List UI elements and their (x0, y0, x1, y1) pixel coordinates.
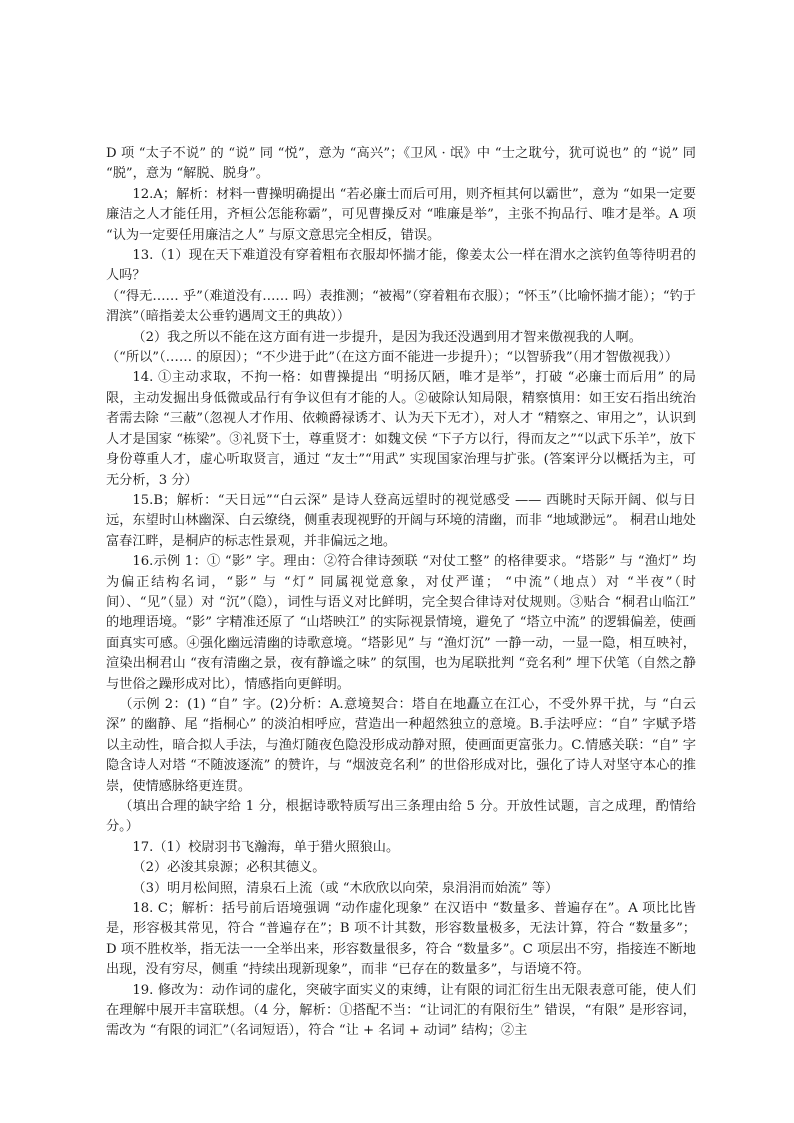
paragraph-answer-13-2-notes: （“所以”（…… 的原因）；“不少进于此”（在这方面不能进一步提升）；“以智骄我”（用才智傲视我）） (106, 350, 679, 366)
paragraph-answer-16-example-1: 16.示例 1：① “影” 字。理由：②符合律诗颈联 “对仗工整” 的格律要求。“塔影” 与 “渔灯” 均为偏正结构名词，“影” 与 “灯” 同属视觉意象，对仗严谨； “中流”（地点）对 “半夜”（时间）、“见”（显）对 “沉”（隐），词性与语义对比鲜明，完全契合律诗对仗规则。③贴合 “桐君山临江” 的地理语境。“影” 字精准还原了 “山塔映江” 的实际视景情境，避免了 “塔立中流” 的逻辑偏差，使画面真实可感。④强化幽远清幽的诗歌意境。“塔影见” 与 “渔灯沉” 一静一动，一显一隐，相互映衬，渲染出桐君山 “夜有清幽之景，夜有静谧之味” 的氛围，也为尾联批判 “竞名利” 埋下伏笔（自然之静与世俗之躁形成对比），情感指向更鲜明。 (106, 554, 696, 692)
paragraph-answer-19: 19. 修改为：动作词的虚化，突破字面实义的束缚，让有限的词汇衍生出无限表意可能，使人们在理解中展开丰富联想。（4 分，解析：①搭配不当：“让词汇的有限衍生” 错误，“有限” 是形容词，需改为 “有限的词汇”（名词短语），符合 “让 + 名词 + 动词” 结构；②主 (106, 982, 696, 1039)
paragraph-answer-14: 14. ①主动求取，不拘一格：如曹操提出 “明扬仄陋，唯才是举”，打破 “必廉士而后用” 的局限，主动发掘出身低微或品行有争议但有才能的人。②破除认知局限，精察慎用：如王安石指出统治者需去除 “三蔽”（忽视人才作用、依赖爵禄诱才、认为天下无才），对人才 “精察之、审用之”，认识到人才是国家 “栋梁”。③礼贤下士，尊重贤才：如魏文侯 “下子方以行，得而友之”“以武下乐羊”，放下身份尊重人才，虚心听取贤言，通过 “友士”“用武” 实现国家治理与扩张。(答案评分以概括为主，可无分析，3 分） (106, 370, 696, 488)
paragraph-answer-17-1: 17.（1）校尉羽书飞瀚海，单于猎火照狼山。 (132, 839, 400, 855)
paragraph-answer-13-1-notes: （“得无…… 乎”（难道没有…… 吗）表推测；“被褐”（穿着粗布衣服）；“怀玉”（比喻怀揣才能）；“钓于渭滨”（暗指姜太公垂钓遇周文王的典故）） (106, 288, 696, 325)
paragraph-answer-18: 18. C；解析：括号前后语境强调 “动作虚化现象” 在汉语中 “数量多、普遍存在”。A 项比比皆是，形容极其常见，符合 “普遍存在”；B 项不计其数，形容数量极多，无法计算，符合 “数量多”； D 项不胜枚举，指无法一一全举出来，形容数量很多，符合 “数量多”。C 项层出不穷，指接连不断地出现，没有穷尽，侧重 “持续出现新现象”，而非 “已存在的数量多”，与语境不符。 (106, 901, 696, 978)
paragraph-answer-12: 12.A；解析：材料一曹操明确提出 “若必廉士而后可用，则齐桓其何以霸世”，意为 “如果一定要廉洁之人才能任用，齐桓公怎能称霸”，可见曹操反对 “唯廉是举”，主张不拘品行、唯才是举。A 项 “认为一定要任用廉洁之人” 与原文意思完全相反，错误。 (106, 186, 696, 243)
paragraph-answer-13-1: 13.（1）现在天下难道没有穿着粗布衣服却怀揣才能，像姜太公一样在渭水之滨钓鱼等待明君的人吗？ (106, 248, 696, 284)
answer-document (106, 144, 696, 1042)
paragraph-answer-16-scoring: （填出合理的缺字给 1 分，根据诗歌特质写出三条理由给 5 分。开放性试题，言之成理，酌情给分。） (106, 799, 696, 835)
paragraph-answer-13-2: （2）我之所以不能在这方面有进一步提升，是因为我还没遇到用才智来傲视我的人啊。 (132, 329, 642, 345)
paragraph-d-option-note: D 项 “太子不说” 的 “说” 同 “悦”，意为 “高兴”；《卫风 · 氓》中 “士之耽兮，犹可说也” 的 “说” 同 “脱”，意为 “解脱、脱身”。 (106, 146, 696, 182)
paragraph-answer-17-2: （2）必浚其泉源；必积其德义。 (132, 860, 326, 876)
paragraph-answer-17-3: （3）明月松间照，清泉石上流（或 “木欣欣以向荣，泉涓涓而始流” 等） (132, 880, 559, 896)
paragraph-answer-15: 15.B；解析：“天日远”“白云深” 是诗人登高远望时的视觉感受 —— 西眺时天际开阔、似与日远，东望时山林幽深、白云缭绕，侧重表现视野的开阔与环境的清幽，而非 “地域渺远”。 桐君山地处富春江畔，是桐庐的标志性景观，并非偏远之地。 (106, 492, 696, 549)
paragraph-answer-16-example-2: （示例 2：(1) “自” 字。(2)分析：A.意境契合：塔自在地矗立在江心，不受外界干扰，与 “白云深” 的幽静、尾 “指桐心” 的淡泊相呼应，营造出一种超然独立的意境。B.手法呼应：“自” 字赋予塔以主动性，暗合拟人手法，与渔灯随夜色隐没形成动静对照，使画面更富张力。C.情感关联：“自” 字隐含诗人对塔 “不随波逐流” 的赞许，与 “烟波竞名利” 的世俗形成对比，强化了诗人对坚守本心的推崇，使情感脉络更连贯。 (106, 696, 696, 794)
